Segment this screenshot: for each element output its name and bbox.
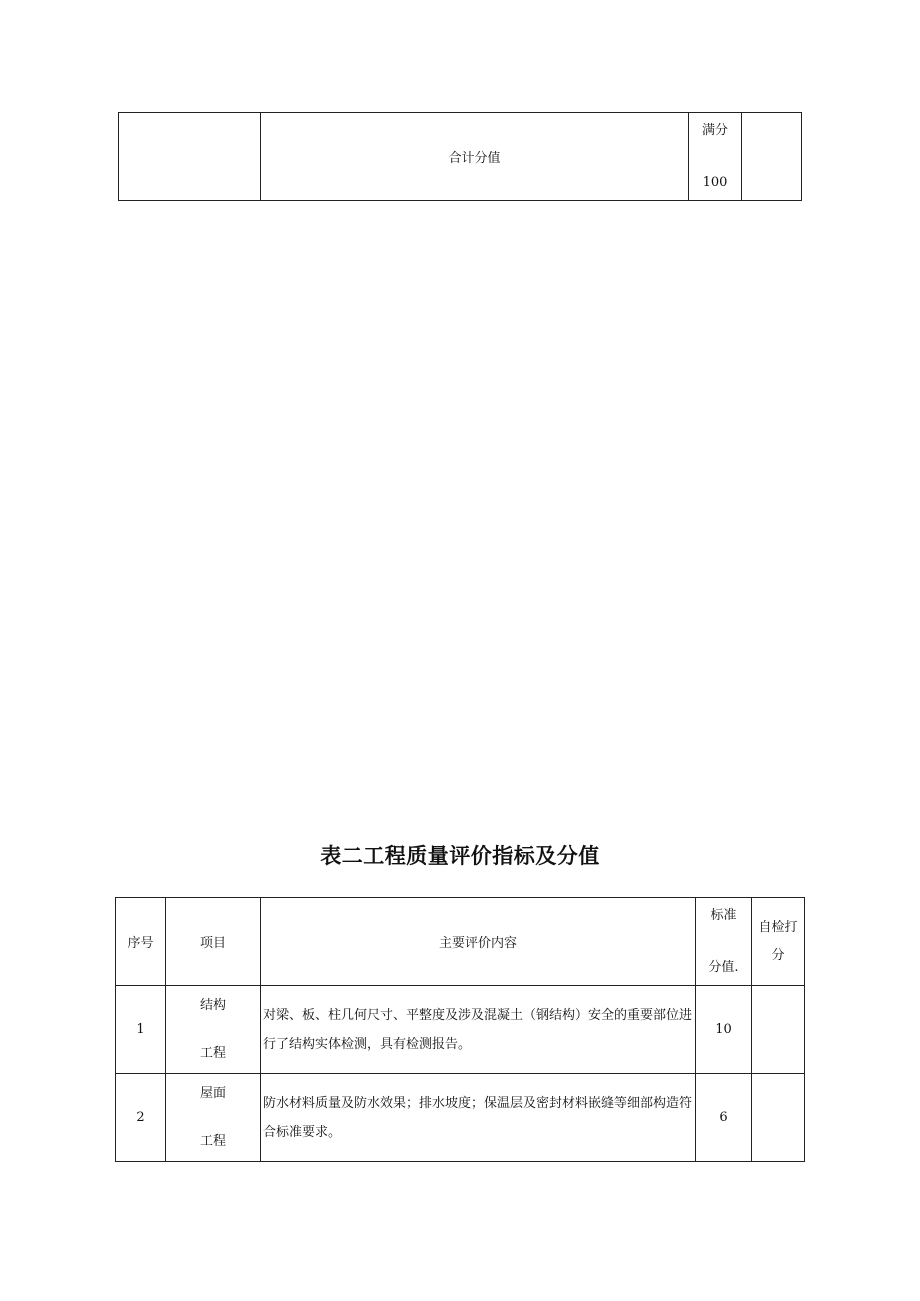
row-self-score	[752, 1074, 805, 1162]
row-item-line1: 结构	[199, 997, 226, 1013]
total-self-score-cell	[742, 113, 802, 201]
row-seq: 1	[116, 986, 166, 1074]
row-item	[166, 986, 261, 1074]
full-score-label: 满分	[701, 122, 728, 138]
row-content: 防水材料质量及防水效果；排水坡度；保温层及密封材料嵌缝等细部构造符合标准要求。	[261, 1074, 696, 1162]
row-item-line1: 屋面	[199, 1085, 226, 1101]
row-score: 10	[696, 986, 752, 1074]
row-content: 对梁、板、柱几何尺寸、平整度及涉及混凝土（钢结构）安全的重要部位进行了结构实体检测，具有检测报告。	[261, 986, 696, 1074]
total-row-blank-cell	[119, 113, 261, 201]
row-score: 6	[696, 1074, 752, 1162]
table-row	[116, 1074, 805, 1162]
header-self-line1: 自检打	[758, 919, 798, 935]
header-content: 主要评价内容	[261, 898, 696, 986]
total-label: 合计分值	[261, 113, 689, 201]
row-item	[166, 1074, 261, 1162]
table-title: 表二工程质量评价指标及分值	[320, 844, 600, 868]
header-self-score	[752, 898, 805, 986]
header-standard-line2: 分值.	[708, 959, 739, 975]
header-standard-line1: 标准	[710, 907, 737, 923]
row-item-line2: 工程	[199, 1133, 226, 1149]
quality-evaluation-table	[115, 897, 805, 1162]
header-item: 项目	[166, 898, 261, 986]
table-row	[116, 986, 805, 1074]
row-item-line2: 工程	[199, 1045, 226, 1061]
header-self-line2: 分	[771, 947, 785, 963]
full-score-value: 100	[702, 174, 728, 190]
row-self-score	[752, 986, 805, 1074]
total-score-table	[118, 112, 802, 201]
header-row	[116, 898, 805, 986]
full-score-cell	[689, 113, 742, 201]
header-seq: 序号	[116, 898, 166, 986]
header-standard-score	[696, 898, 752, 986]
row-seq: 2	[116, 1074, 166, 1162]
total-row	[119, 113, 802, 201]
